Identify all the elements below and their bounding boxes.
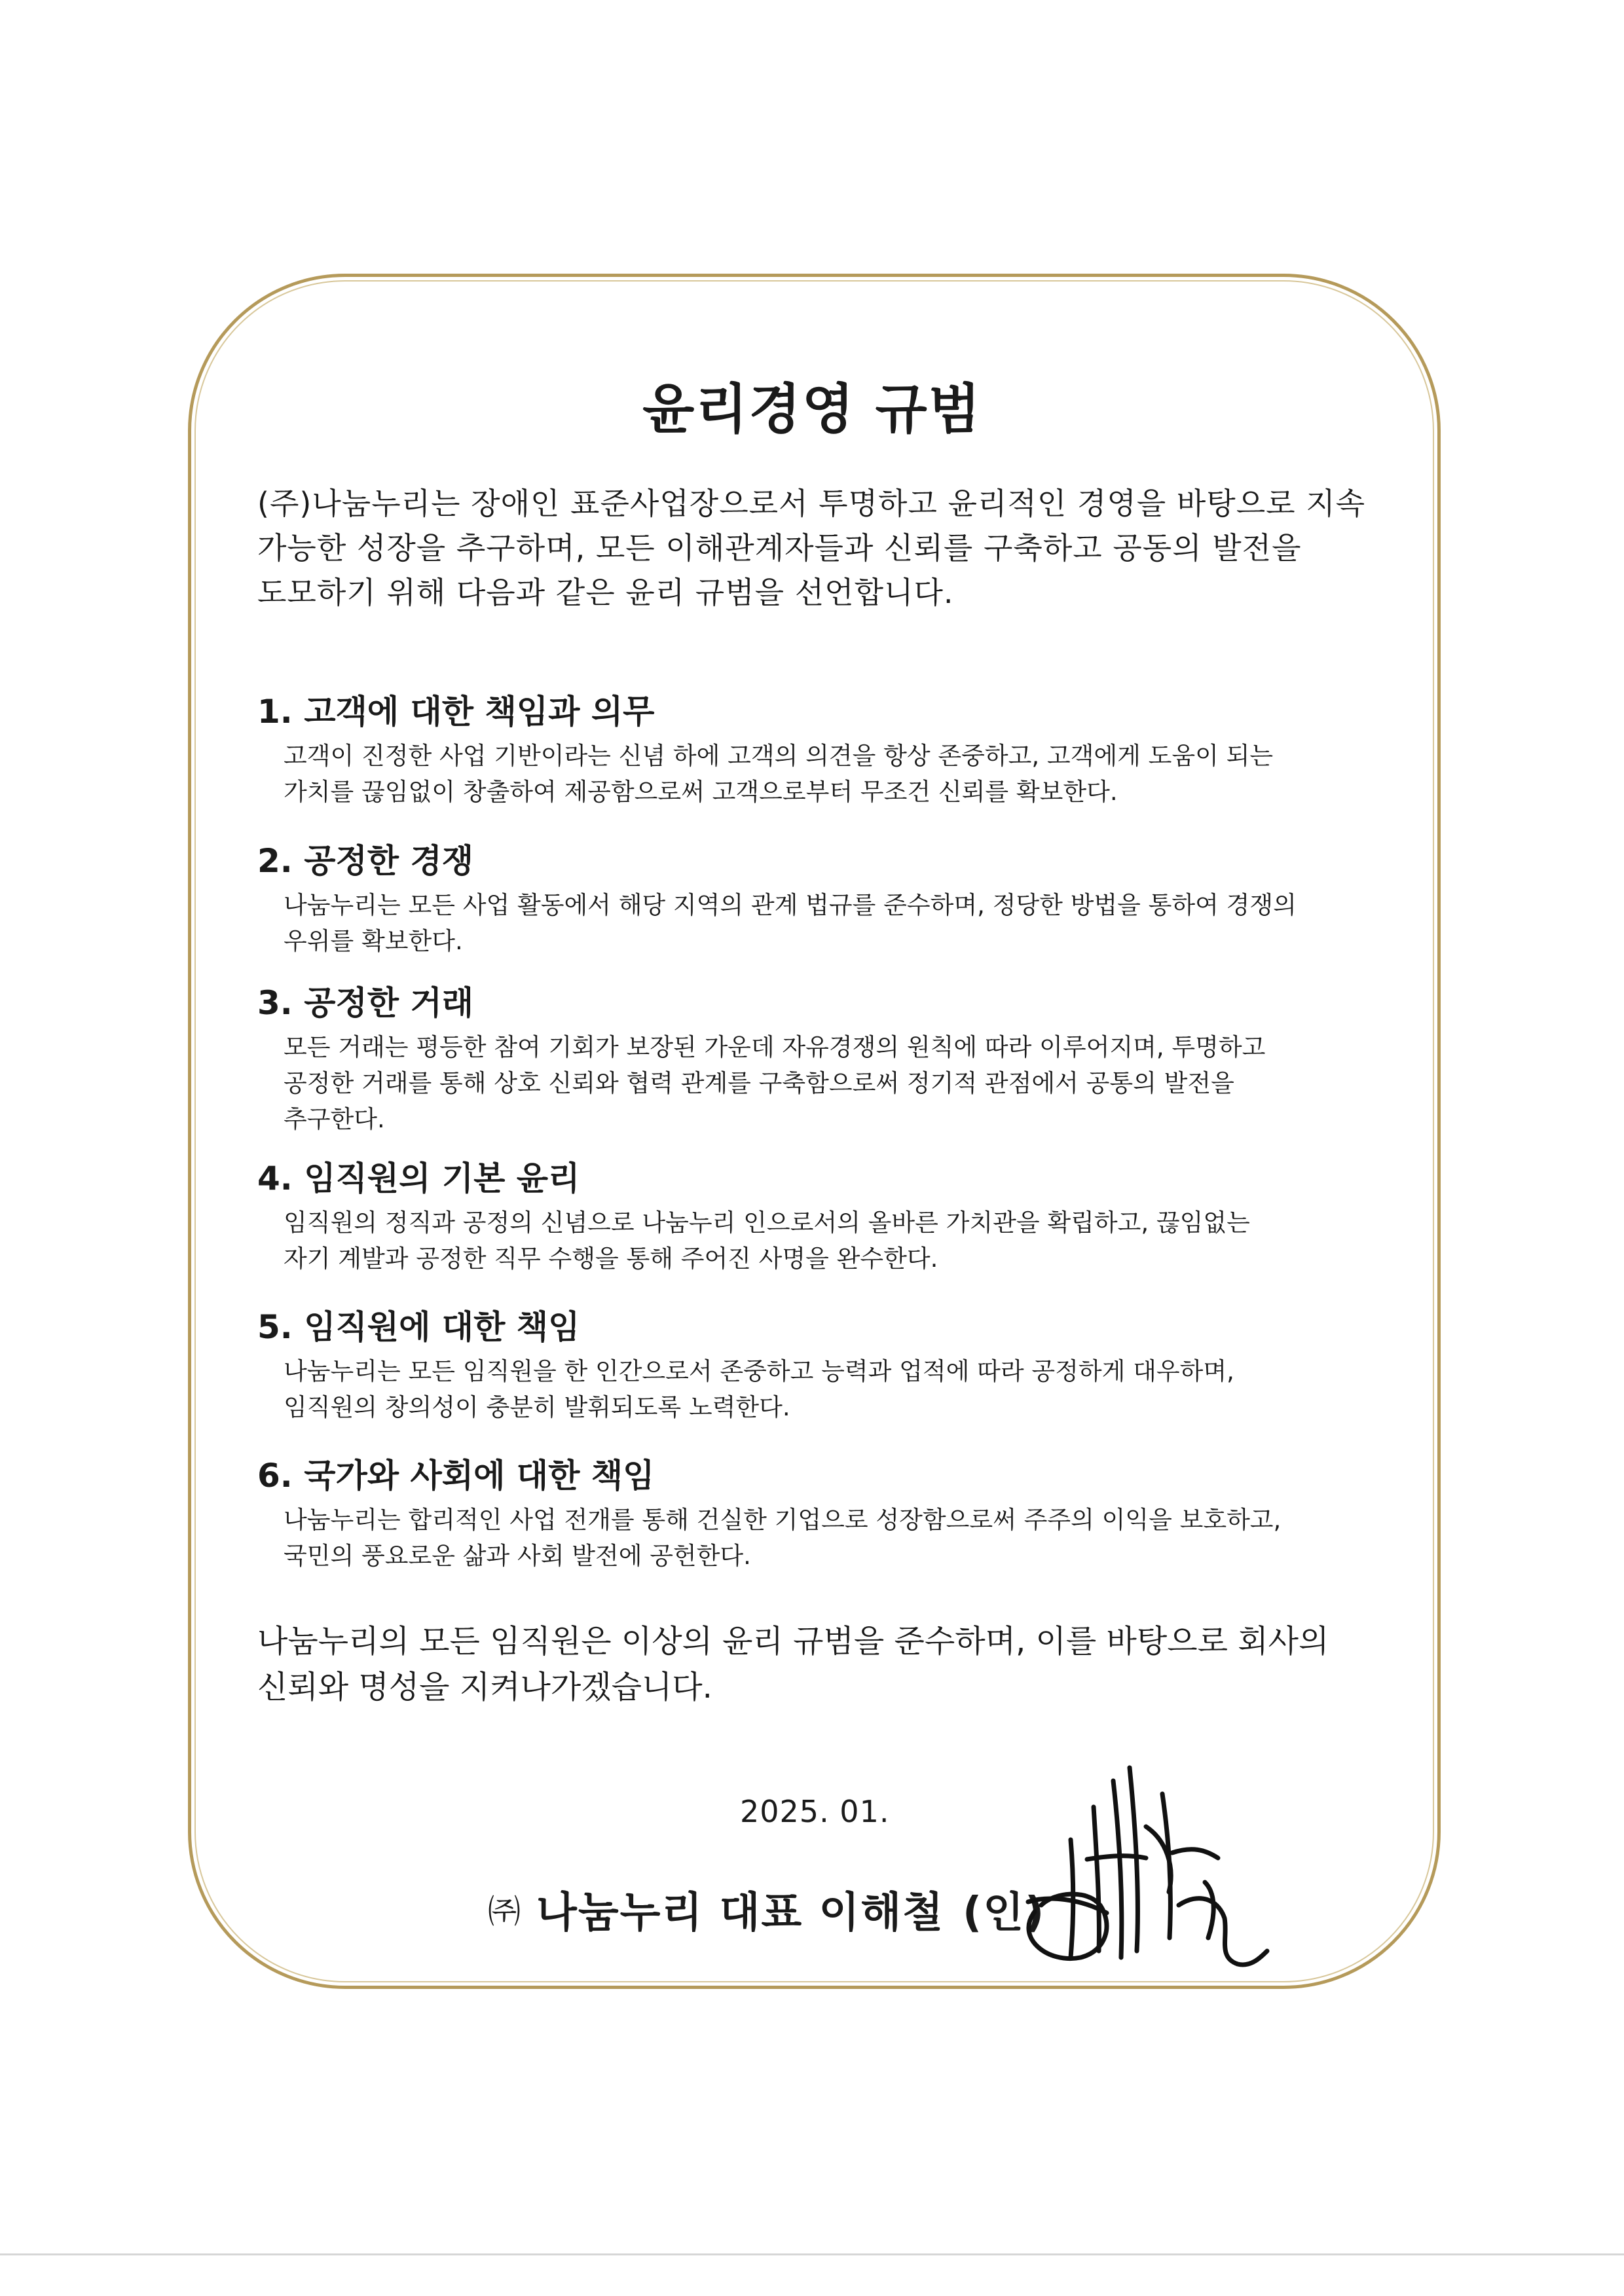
section-line: 모든 거래는 평등한 참여 기회가 보장된 가운데 자유경쟁의 원칙에 따라 이루어지며, 투명하고 — [284, 1033, 1266, 1061]
section-line: 공정한 거래를 통해 상호 신뢰와 협력 관계를 구축함으로써 정기적 관점에서 공통의 발전을 — [284, 1069, 1234, 1097]
section-society-responsibility — [257, 1455, 1423, 1574]
section-line: 임직원의 정직과 공정의 신념으로 나눔누리 인으로서의 올바른 가치관을 확립하고, 끊임없는 — [284, 1209, 1250, 1237]
section-body — [257, 1029, 1423, 1137]
intro-line: 가능한 성장을 추구하며, 모든 이해관계자들과 신뢰를 구축하고 공동의 발전을 — [257, 530, 1302, 566]
section-body — [257, 1502, 1423, 1574]
section-title: 3. 공정한 거래 — [257, 984, 474, 1022]
section-line: 자기 계발과 공정한 직무 수행을 통해 주어진 사명을 완수한다. — [284, 1245, 938, 1273]
intro-line: 도모하기 위해 다음과 같은 윤리 규범을 선언합니다. — [257, 575, 954, 610]
section-line: 임직원의 창의성이 충분히 발휘되도록 노력한다. — [284, 1393, 790, 1421]
section-line: 나눔누리는 모든 임직원을 한 인간으로서 존중하고 능력과 업적에 따라 공정하게 대우하며, — [284, 1357, 1234, 1385]
section-line: 가치를 끊임없이 창출하여 제공함으로써 고객으로부터 무조건 신뢰를 확보한다. — [284, 778, 1118, 806]
section-title: 1. 고객에 대한 책임과 의무 — [257, 693, 655, 731]
section-employee-responsibility — [257, 1306, 1423, 1425]
section-body — [257, 738, 1423, 810]
section-title: 4. 임직원의 기본 윤리 — [257, 1159, 580, 1197]
closing-line: 신뢰와 명성을 지켜나가겠습니다. — [257, 1669, 712, 1705]
corporation-mark: ㈜ — [488, 1893, 522, 1931]
section-line: 국민의 풍요로운 삶과 사회 발전에 공헌한다. — [284, 1542, 751, 1570]
scan-edge-line — [0, 2253, 1624, 2255]
signatory-name: 나눔누리 대표 이해철 — [536, 1889, 944, 1937]
section-line: 나눔누리는 합리적인 사업 전개를 통해 건실한 기업으로 성장함으로써 주주의 이익을 보호하고, — [284, 1506, 1282, 1534]
signatory-block — [488, 1879, 1045, 1939]
closing-line: 나눔누리의 모든 임직원은 이상의 윤리 규범을 준수하며, 이를 바탕으로 회사의 — [257, 1623, 1329, 1660]
document-date: 2025. 01. — [740, 1794, 890, 1829]
section-line: 나눔누리는 모든 사업 활동에서 해당 지역의 관계 법규를 준수하며, 정당한 방법을 통하여 경쟁의 — [284, 891, 1297, 919]
section-line: 우위를 확보한다. — [284, 927, 463, 955]
section-body — [257, 1353, 1423, 1425]
section-title: 2. 공정한 경쟁 — [257, 842, 474, 880]
closing-paragraph — [257, 1618, 1410, 1710]
seal-placeholder: (인) — [962, 1889, 1046, 1937]
section-line: 고객이 진정한 사업 기반이라는 신념 하에 고객의 의견을 항상 존중하고, 고객에게 도움이 되는 — [284, 742, 1274, 770]
section-body — [257, 887, 1423, 959]
section-title: 6. 국가와 사회에 대한 책임 — [257, 1457, 655, 1495]
section-title: 5. 임직원에 대한 책임 — [257, 1308, 580, 1346]
section-line: 추구한다. — [284, 1105, 385, 1133]
section-employee-ethics — [257, 1157, 1423, 1277]
section-fair-competition — [257, 840, 1423, 959]
intro-paragraph — [257, 481, 1410, 615]
handwritten-signature — [1008, 1741, 1297, 1977]
section-body — [257, 1205, 1423, 1277]
section-customer-responsibility — [257, 691, 1423, 810]
intro-line: (주)나눔누리는 장애인 표준사업장으로서 투명하고 윤리적인 경영을 바탕으로 지속 — [257, 486, 1366, 521]
document-title: 윤리경영 규범 — [642, 378, 982, 441]
section-fair-trade — [257, 982, 1423, 1137]
